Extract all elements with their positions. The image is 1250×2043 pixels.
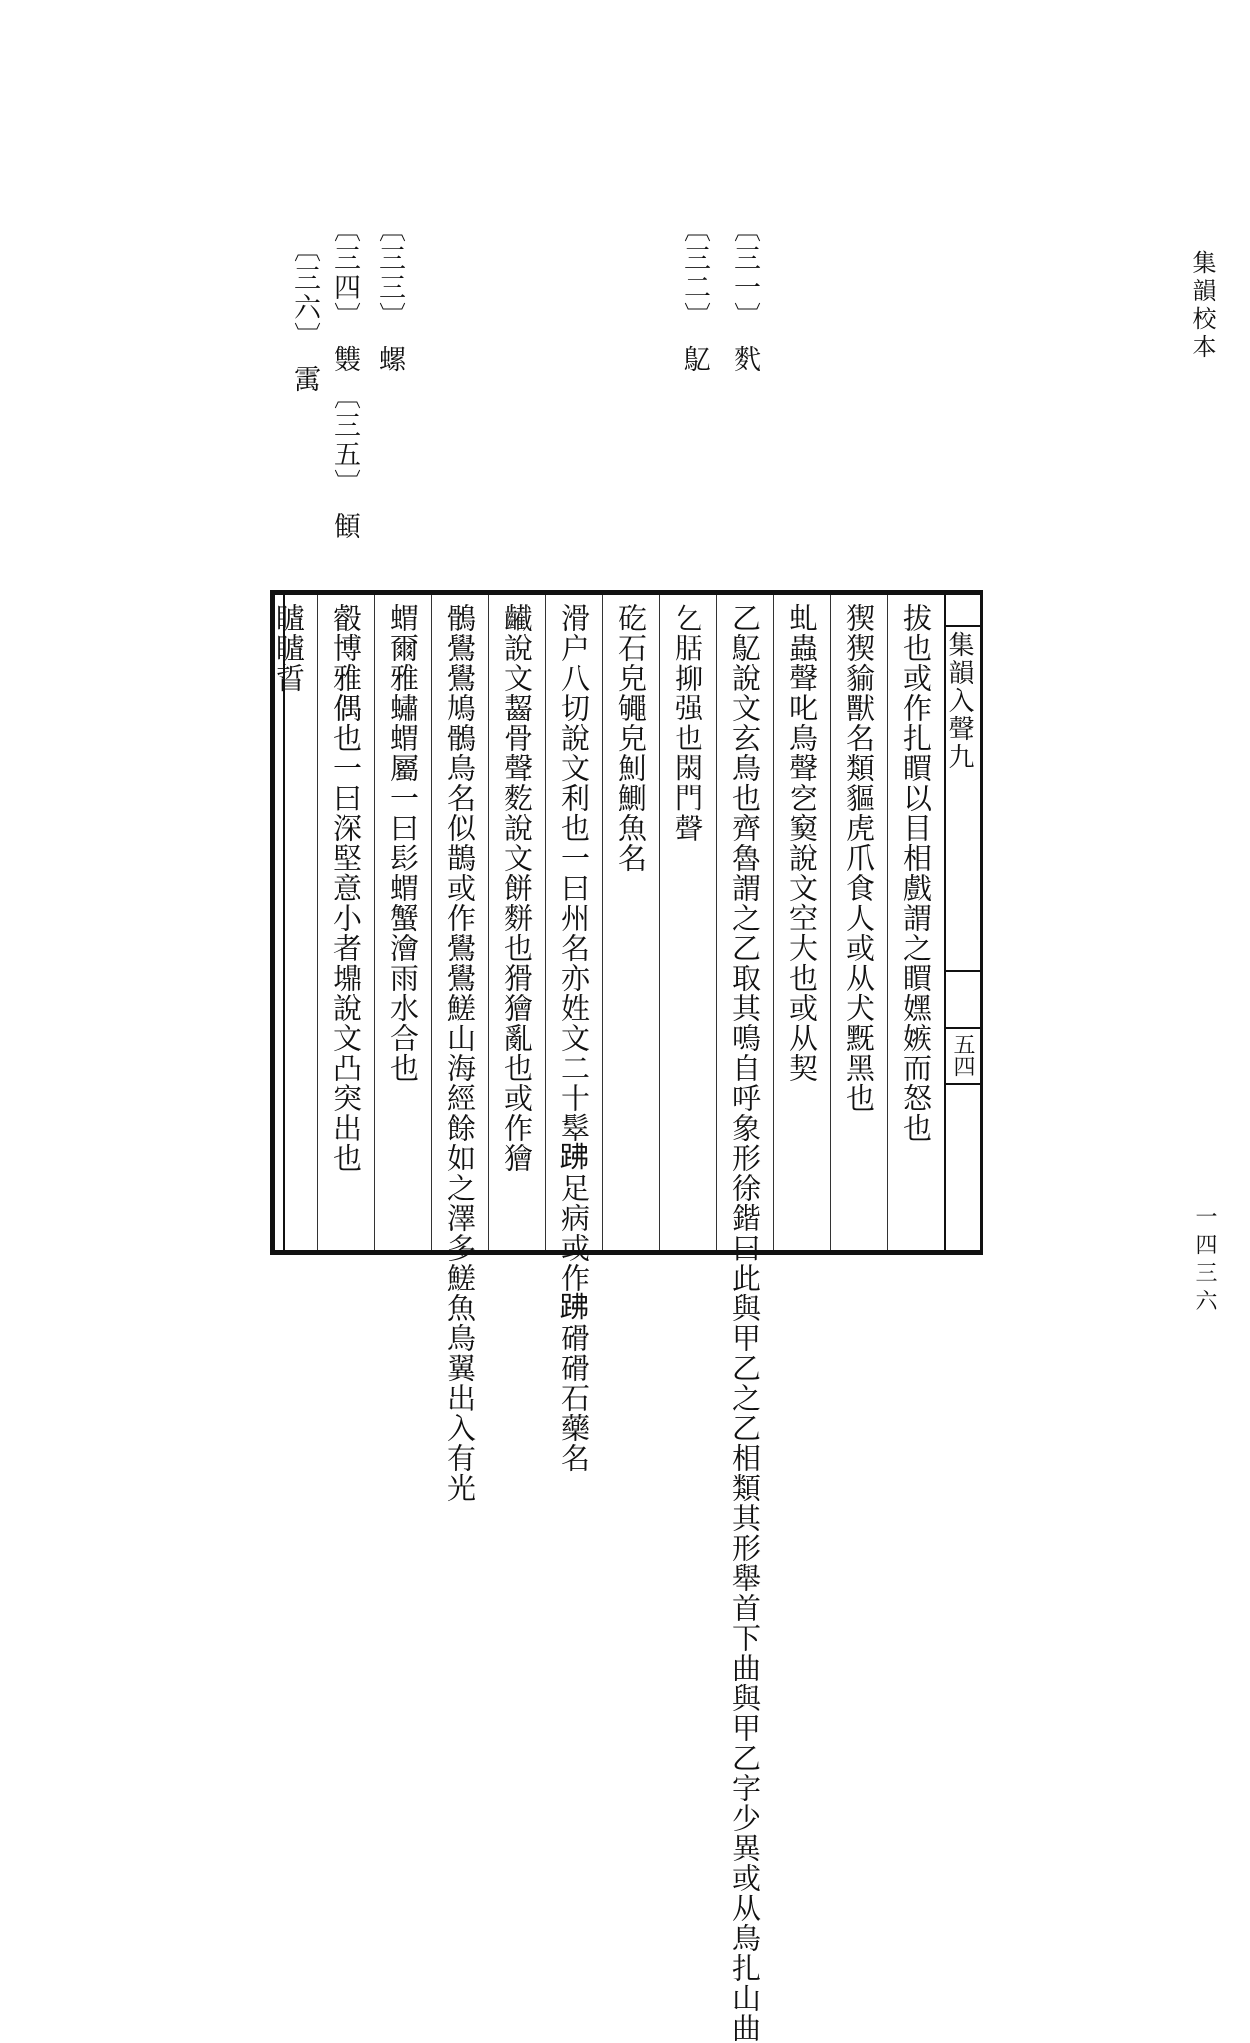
text-column: [887, 595, 944, 1250]
note-marker: 〔三五〕: [329, 382, 360, 498]
note-marker: 〔三二〕: [679, 215, 710, 331]
text-entry: 䁲以目相戲謂之䁲: [899, 753, 933, 993]
block-heart: [944, 595, 980, 1250]
text-entry: 小者: [329, 903, 363, 963]
text-entry: 或从犬: [842, 933, 876, 1023]
text-entry: 猾獪亂也或作獪: [500, 963, 534, 1173]
text-column: [431, 595, 488, 1503]
text-entry: 叱鳥聲: [785, 693, 819, 783]
text-entry: 䱹山海經餘如之澤多䱹魚鳥翼出入有光: [443, 993, 477, 1503]
text-entry: 䁦䁦䀸: [272, 603, 306, 693]
text-entry: 䵺說文凸突出也: [329, 963, 363, 1173]
text-entry: 磆磆石藥名: [557, 1323, 591, 1473]
text-entry: 拔也或作扎: [899, 603, 933, 753]
text-entry: 鳥名似鵲或作鷽鷽: [443, 753, 477, 993]
fish-tail-rule: [946, 1027, 980, 1029]
text-entry: 䶪說文齧骨聲: [500, 603, 534, 783]
note-marker: 〔三六〕: [289, 235, 320, 351]
note-text: 鳦: [679, 345, 710, 374]
text-entry: 𠃉䏦: [671, 603, 705, 663]
note-column-3: [370, 215, 409, 374]
note-marker: 〔三三〕: [374, 215, 405, 331]
page-number: 一四三六: [1192, 1205, 1217, 1317]
fish-tail-rule: [946, 1083, 980, 1085]
note-marker: 〔三一〕: [729, 215, 760, 331]
note-34: [325, 215, 364, 374]
text-entry: 鶻鷽鷽鳩鶻: [443, 603, 477, 753]
text-entry: 髟蝟蟹: [386, 843, 420, 933]
collation-notes: [289, 215, 795, 575]
text-entry: 扎山曲: [728, 1953, 762, 2043]
text-column: [830, 595, 887, 1250]
text-column: [545, 595, 602, 1473]
note-text: 䴬: [729, 345, 760, 374]
note-column-4: [325, 215, 364, 541]
fish-tail-rule: [946, 970, 980, 972]
note-32: [675, 215, 714, 374]
text-entry: 㧕强也: [671, 663, 705, 753]
note-text: 螺: [374, 345, 405, 374]
note-column-5: [285, 235, 324, 394]
text-column: [488, 595, 545, 1250]
note-column-2: [675, 215, 714, 374]
text-entry: 徐鍇曰此與甲乙之乙相類其形舉首下曲與甲乙字少異或从鳥: [728, 1173, 762, 1953]
text-entry: 矻石皃: [614, 603, 648, 693]
text-entry: 猰猰貐獸名類貙虎爪食人: [842, 603, 876, 933]
text-entry: 滑户八切說文利也一曰州名亦姓文二十: [557, 603, 591, 1113]
text-column: [602, 595, 659, 1250]
note-36: [285, 235, 324, 394]
fish-tail-rule: [946, 625, 980, 627]
text-entry: 䵶皃: [614, 693, 648, 753]
note-text: 顀: [329, 512, 360, 541]
text-entry: 麧說文餅䴵也: [500, 783, 534, 963]
text-columns: [272, 595, 944, 2043]
running-head: 集韻校本: [1188, 250, 1216, 362]
printed-text-block: [270, 590, 983, 2043]
note-33: [370, 215, 409, 374]
text-column: [260, 595, 317, 1250]
note-35: [325, 382, 364, 541]
note-31: [725, 215, 764, 374]
text-column: [773, 595, 830, 1250]
heart-title: 集韻入聲九: [944, 631, 974, 771]
text-entry: 黖黑也: [842, 1023, 876, 1113]
text-column: [659, 595, 716, 1250]
text-entry: 澮雨水合也: [386, 933, 420, 1083]
note-column-1: [725, 215, 764, 374]
text-entry: 蝟爾雅蟰蝟屬一曰: [386, 603, 420, 843]
text-column: [374, 595, 431, 1250]
note-marker: 〔三四〕: [329, 215, 360, 331]
text-entry: 乙鳦說文玄鳥也齊魯謂之乙取其鳴自呼象形: [728, 603, 762, 1173]
text-column: [716, 595, 773, 2043]
text-entry: 嫼嫉而怒也: [899, 993, 933, 1143]
text-entry: 㲊博雅偶也一曰深堅意: [329, 603, 363, 903]
text-column: [317, 595, 374, 1250]
note-text: 䨇: [329, 345, 360, 374]
text-entry: 閖門聲: [671, 753, 705, 843]
heart-folio: 五四: [950, 1033, 975, 1077]
text-entry: 穵窫說文空大也或从契: [785, 783, 819, 1083]
text-entry: 魝鰂魚名: [614, 753, 648, 873]
text-entry: 虬蟲聲: [785, 603, 819, 693]
text-entry: 䯿𧿳足病或作𧿳: [557, 1113, 591, 1323]
note-text: 䨞: [289, 365, 320, 394]
